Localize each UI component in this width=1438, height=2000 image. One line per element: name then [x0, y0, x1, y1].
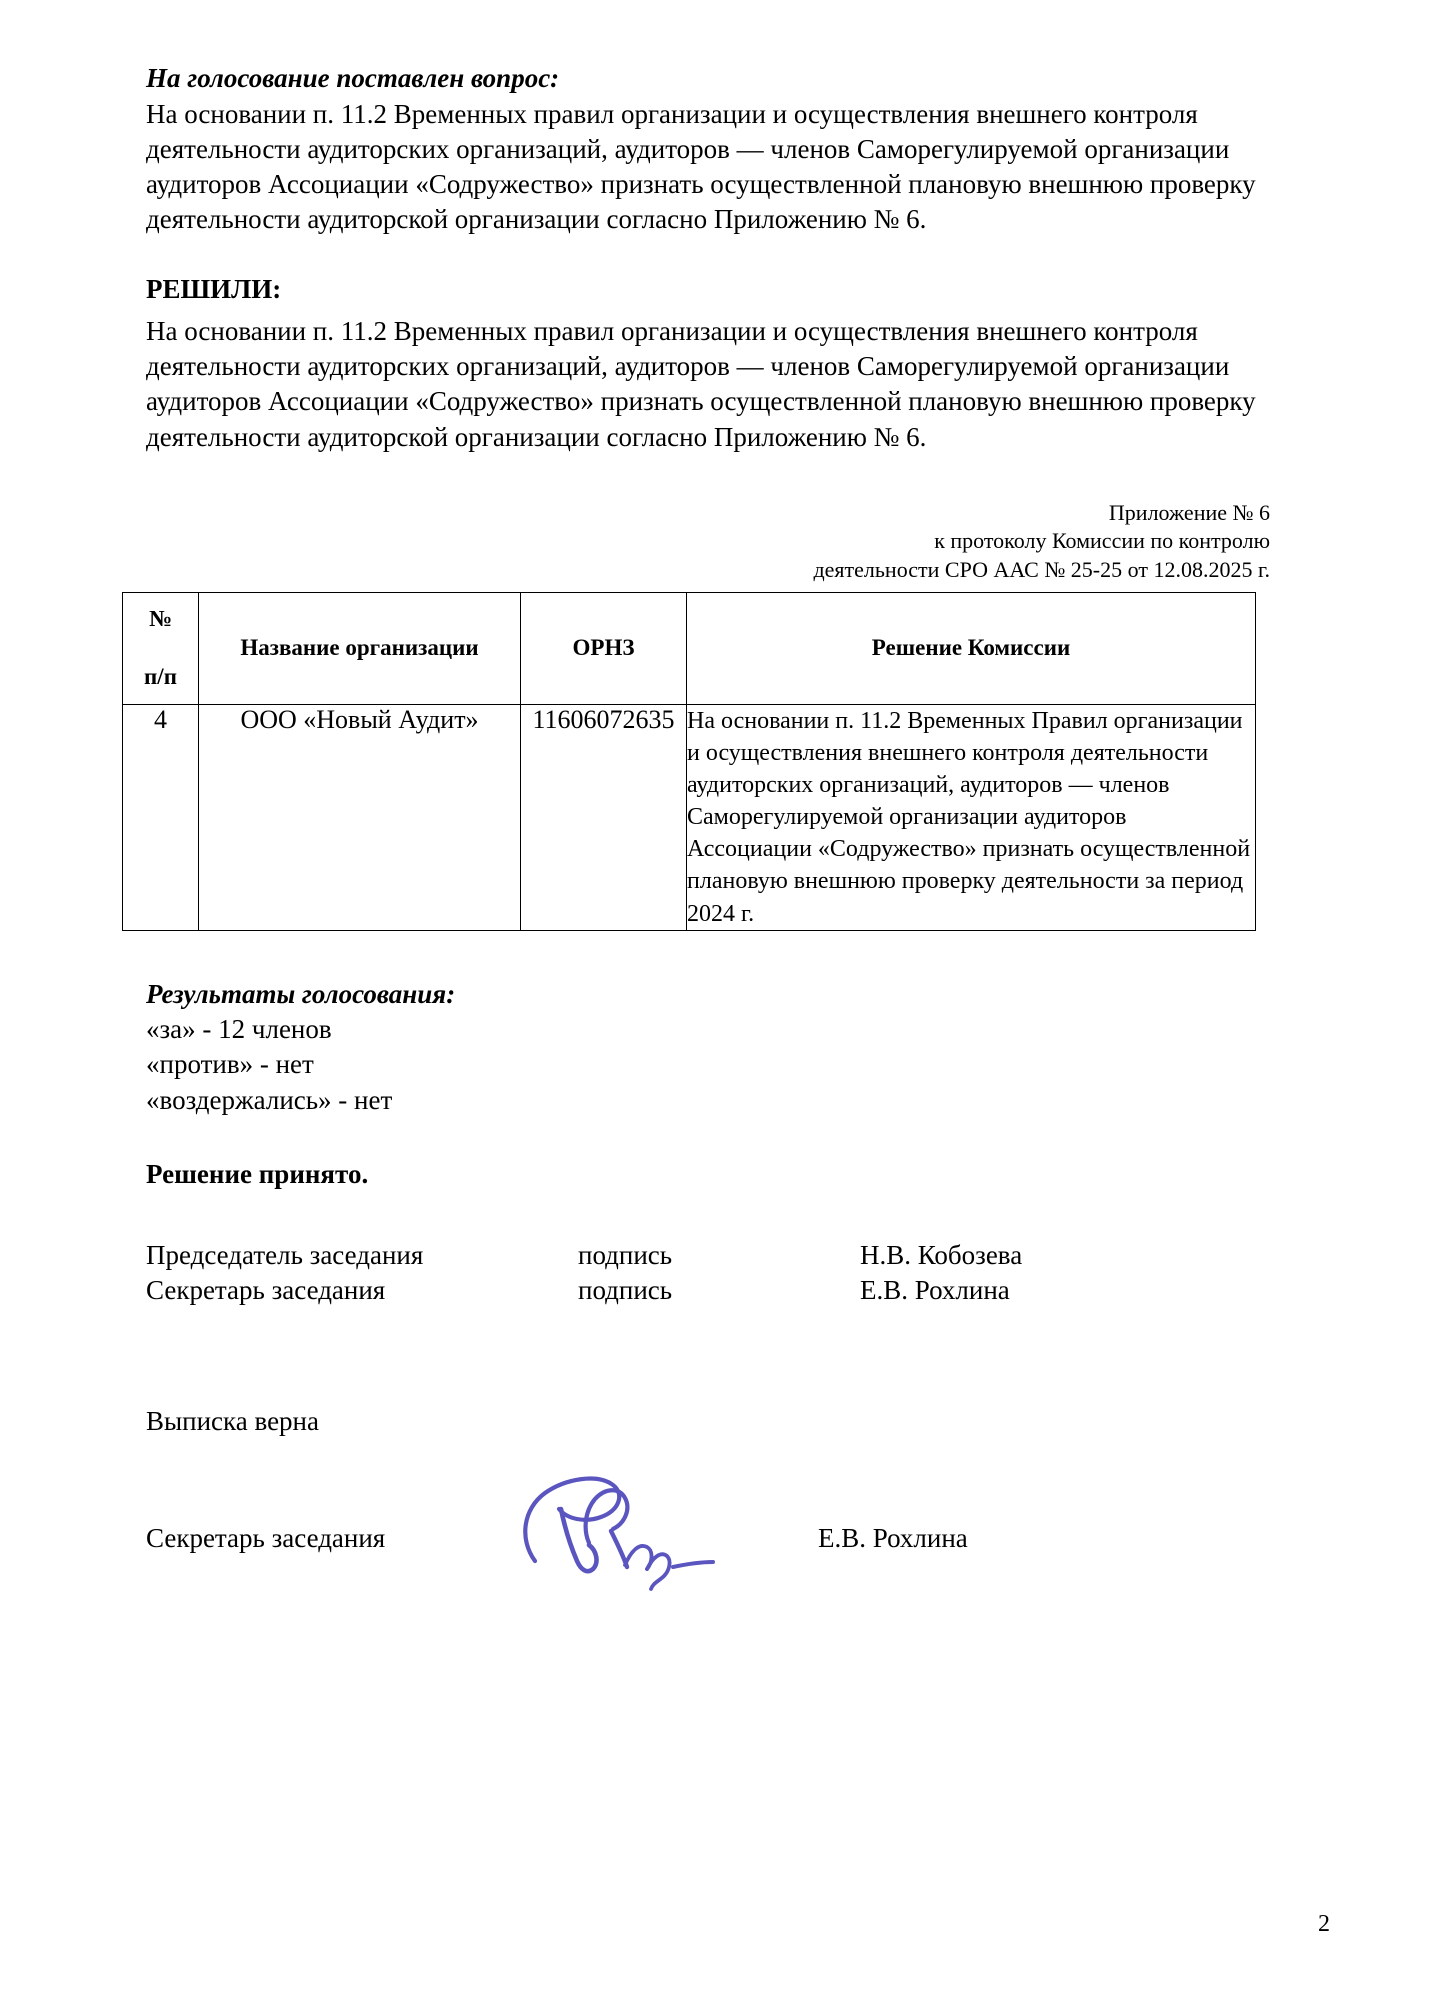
cell-commission-decision: На основании п. 11.2 Временных Правил организации и осуществления внешнего контроля деятельности аудиторских организаций, аудиторов — членов Саморегулируемой организации аудиторов Ассоциации «Содружество» признать осуществленной плановую внешнюю проверку деятельности за период 2024 г.	[687, 704, 1256, 930]
votes-against: «против» - нет	[146, 1049, 314, 1080]
appendix-caption-line-1: Приложение № 6	[1108, 499, 1270, 525]
question-heading: На голосование поставлен вопрос:	[146, 63, 560, 93]
header-number-symbol: №	[148, 606, 173, 632]
signature-block	[146, 1238, 1270, 1308]
cell-organization-name: ООО «Новый Аудит»	[199, 704, 521, 930]
appendix-caption-line-3: деятельности СРО ААС № 25-25 от 12.08.2025 г.	[813, 556, 1270, 582]
page-content	[146, 0, 1270, 1605]
appendix-caption	[146, 499, 1270, 585]
question-section	[146, 62, 1270, 237]
signature-row-secretary	[146, 1273, 1270, 1308]
chair-name: Н.В. Кобозева	[860, 1239, 1023, 1270]
votes-abstained: «воздержались» - нет	[146, 1085, 393, 1116]
secretary-name: Е.В. Рохлина	[860, 1274, 1010, 1305]
header-cell-decision: Решение Комиссии	[687, 593, 1256, 704]
secretary-signature-placeholder: подпись	[578, 1274, 673, 1305]
resolved-heading: РЕШИЛИ:	[146, 274, 282, 305]
decisions-table	[122, 592, 1256, 930]
resolved-section	[146, 273, 1270, 454]
chair-role-label: Председатель заседания	[146, 1239, 424, 1270]
final-signature-row	[146, 1485, 1270, 1605]
header-number-abbrev: п/п	[144, 663, 177, 689]
voting-results-title: Результаты голосования:	[146, 978, 456, 1009]
final-secretary-role-label: Секретарь заседания	[146, 1522, 386, 1553]
voting-results-section	[146, 977, 1270, 1119]
question-body: На основании п. 11.2 Временных правил организации и осуществления внешнего контроля деятельности аудиторских организаций, аудиторов — членов Саморегулируемой организации аудиторов Ассоциации «Содружество» признать осуществленной плановую внешнюю проверку деятельности аудиторской организации согласно Приложению № 6.	[146, 98, 1256, 235]
signature-row-chair	[146, 1238, 1270, 1273]
cell-ornz-value: 11606072635	[521, 704, 687, 930]
appendix-caption-line-2: к протоколу Комиссии по контролю	[934, 528, 1270, 554]
header-cell-number	[123, 593, 199, 704]
cell-row-number: 4	[123, 704, 199, 930]
handwritten-signature-icon	[501, 1443, 751, 1603]
header-cell-ornz: ОРНЗ	[521, 593, 687, 704]
secretary-role-label: Секретарь заседания	[146, 1274, 386, 1305]
votes-for: «за» - 12 членов	[146, 1013, 332, 1044]
resolved-body: На основании п. 11.2 Временных правил организации и осуществления внешнего контроля деятельности аудиторских организаций, аудиторов — членов Саморегулируемой организации аудиторов Ассоциации «Содружество» признать осуществленной плановую внешнюю проверку деятельности аудиторской организации согласно Приложению № 6.	[146, 316, 1256, 452]
header-cell-organization: Название организации	[199, 593, 521, 704]
copy-verified-note: Выписка верна	[146, 1405, 319, 1436]
chair-signature-placeholder: подпись	[578, 1239, 673, 1270]
table-header-row	[123, 593, 1256, 704]
table-row	[123, 704, 1256, 930]
decision-outcome: Решение принято.	[146, 1158, 369, 1189]
final-secretary-name: Е.В. Рохлина	[818, 1522, 968, 1553]
page-number: 2	[1318, 1911, 1330, 1937]
